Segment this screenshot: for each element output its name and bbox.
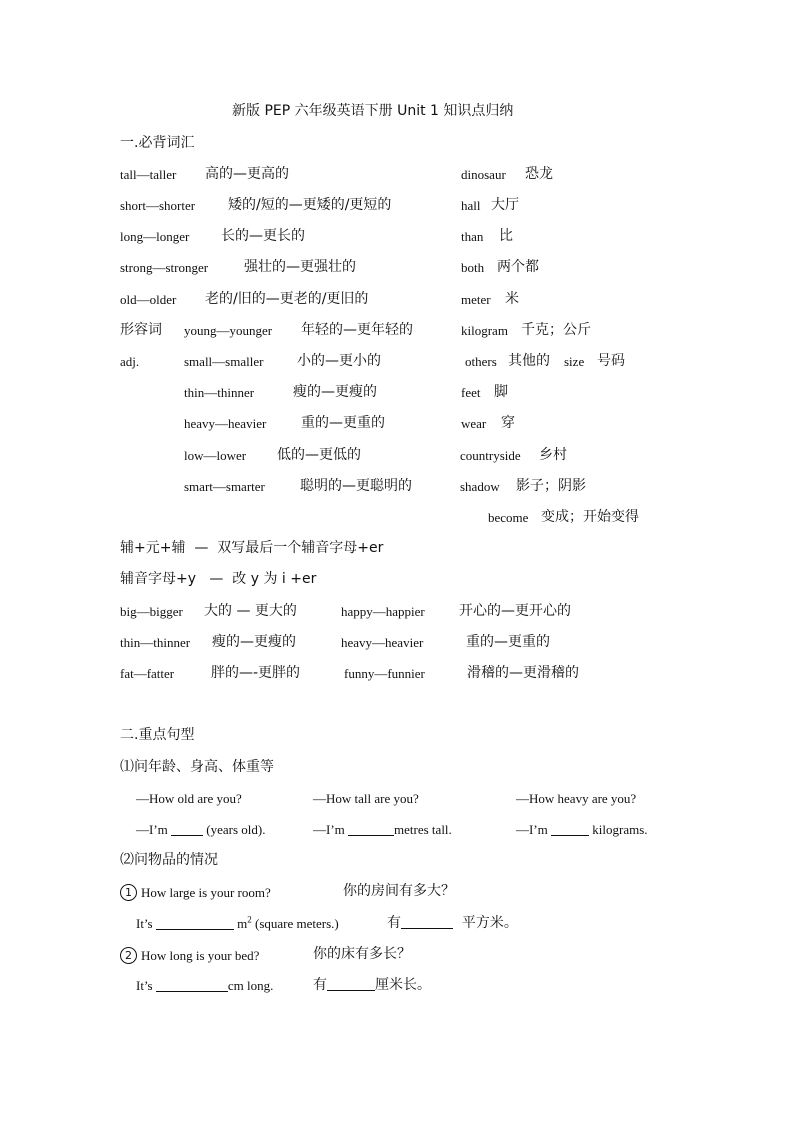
fill-blank: [327, 978, 375, 991]
vocab-zh: 高的—更高的: [205, 166, 289, 182]
vocab-zh: 其他的: [508, 353, 550, 369]
vocab-zh: 乡村: [539, 447, 567, 463]
subheading-item-info: ⑵问物品的情况: [120, 852, 218, 868]
answer-height: [313, 823, 452, 836]
vocab-zh: 穿: [501, 415, 515, 431]
answer-prefix: —I’m: [313, 822, 345, 837]
example-zh: 开心的—更开心的: [459, 603, 571, 619]
answer-room-size: [136, 914, 339, 931]
vocab-zh: 号码: [597, 353, 625, 369]
answer-age: [136, 823, 265, 836]
unit-exponent: 2: [247, 914, 252, 925]
vocab-zh: 聪明的—更聪明的: [300, 478, 412, 494]
answer-weight: [516, 823, 648, 836]
example-en: funny—funnier: [344, 666, 425, 681]
rule-y-pattern: 辅音字母+y: [120, 571, 197, 587]
vocab-en: than: [461, 229, 484, 244]
vocab-en: tall—taller: [120, 167, 177, 182]
question-weight: —How heavy are you?: [516, 791, 637, 806]
answer-prefix: It’s: [136, 978, 153, 993]
vocab-en: small—smaller: [184, 354, 264, 369]
vocab-zh: 瘦的—更瘦的: [293, 384, 377, 400]
question-age: —How old are you?: [136, 791, 242, 806]
answer-suffix-zh: 平方米。: [461, 915, 518, 931]
vocab-en: hall: [461, 198, 481, 213]
vocab-zh: 变成；开始变得: [541, 509, 639, 525]
subheading-age-height-weight: ⑴问年龄、身高、体重等: [120, 759, 274, 775]
example-zh: 大的 — 更大的: [204, 603, 297, 619]
vocab-en: countryside: [460, 448, 521, 463]
adj-label-zh: 形容词: [120, 322, 162, 338]
question-text: How long is your bed?: [141, 948, 260, 963]
fill-blank: [156, 917, 234, 930]
unit: m: [237, 916, 248, 931]
vocab-zh: 重的—更重的: [301, 415, 385, 431]
vocab-en: old—older: [120, 292, 177, 307]
vocab-en: young—younger: [184, 323, 273, 338]
answer-suffix: cm long.: [227, 978, 274, 993]
vocab-en: short—shorter: [120, 198, 196, 213]
vocab-zh: 恐龙: [525, 166, 553, 182]
answer-prefix-zh: 有: [313, 977, 327, 993]
answer-prefix: —I’m: [136, 822, 168, 837]
circled-number: 1: [120, 884, 137, 901]
answer-suffix: kilograms.: [592, 822, 648, 837]
vocab-en: feet: [461, 385, 481, 400]
vocab-zh: 年轻的—更年轻的: [301, 322, 413, 338]
section-heading-sentences: 二.重点句型: [120, 727, 195, 743]
vocab-en: meter: [461, 292, 491, 307]
vocab-en: thin—thinner: [184, 385, 255, 400]
vocab-zh: 低的—更低的: [277, 447, 361, 463]
vocab-en: long—longer: [120, 229, 190, 244]
example-zh: 滑稽的—更滑稽的: [467, 665, 579, 681]
rule-cvc-pattern: 辅+元+辅: [120, 540, 186, 556]
fill-blank: [551, 823, 589, 836]
adj-label-en: adj.: [120, 354, 140, 369]
example-en: thin—thinner: [120, 635, 191, 650]
answer-suffix: (square meters.): [255, 916, 339, 931]
question-bed-length-zh: 你的床有多长？: [313, 946, 411, 962]
vocab-en: wear: [461, 416, 487, 431]
answer-bed-length: [136, 979, 273, 992]
vocab-en: dinosaur: [461, 167, 506, 182]
rule-consonant-y: [120, 572, 316, 586]
example-en: happy—happier: [341, 604, 425, 619]
example-en: heavy—heavier: [341, 635, 424, 650]
vocab-zh: 老的/旧的—更老的/更旧的: [205, 291, 369, 307]
vocab-zh: 两个都: [497, 259, 539, 275]
vocab-zh: 长的—更长的: [221, 228, 305, 244]
page-title: 新版 PEP 六年级英语下册 Unit 1 知识点归纳: [232, 103, 514, 119]
example-en: big—bigger: [120, 604, 183, 619]
vocab-zh: 脚: [494, 384, 508, 400]
answer-room-size-zh: [387, 916, 518, 930]
vocab-en: others: [465, 354, 497, 369]
question-room-size: [120, 884, 271, 901]
example-zh: 重的—更重的: [466, 634, 550, 650]
vocab-zh: 比: [499, 228, 513, 244]
vocab-zh: 矮的/短的—更矮的/更短的: [228, 197, 392, 213]
fill-blank: [401, 916, 453, 929]
vocab-zh: 米: [505, 291, 519, 307]
rule-cvc: [120, 541, 383, 555]
rule-cvc-text: 双写最后一个辅音字母+er: [217, 540, 384, 556]
vocab-en: low—lower: [184, 448, 247, 463]
fill-blank: [171, 823, 203, 836]
circled-number: 2: [120, 947, 137, 964]
question-bed-length: [120, 947, 259, 964]
vocab-en: become: [488, 510, 529, 525]
answer-prefix: —I’m: [516, 822, 548, 837]
vocab-zh: 千克；公斤: [521, 322, 591, 338]
question-room-size-zh: 你的房间有多大？: [343, 883, 455, 899]
fill-blank: [156, 979, 228, 992]
example-zh: 瘦的—更瘦的: [212, 634, 296, 650]
vocab-en: shadow: [460, 479, 500, 494]
vocab-zh: 影子；阴影: [516, 478, 586, 494]
vocab-en: kilogram: [461, 323, 508, 338]
answer-prefix-zh: 有: [387, 915, 401, 931]
example-en: fat—fatter: [120, 666, 175, 681]
answer-bed-length-zh: [313, 978, 431, 992]
vocab-zh: 小的—更小的: [297, 353, 381, 369]
vocab-en: heavy—heavier: [184, 416, 267, 431]
answer-suffix-zh: 厘米长。: [375, 977, 431, 993]
section-heading-vocab: 一.必背词汇: [120, 135, 195, 151]
answer-prefix: It’s: [136, 916, 153, 931]
vocab-en: size: [564, 354, 585, 369]
vocab-en: smart—smarter: [184, 479, 265, 494]
rule-dash: —: [194, 540, 209, 556]
answer-suffix: metres tall.: [394, 822, 452, 837]
answer-suffix: (years old).: [206, 822, 266, 837]
question-text: How large is your room?: [141, 885, 271, 900]
rule-dash: —: [209, 571, 224, 587]
vocab-en: both: [461, 260, 485, 275]
vocab-zh: 大厅: [491, 197, 519, 213]
vocab-en: strong—stronger: [120, 260, 209, 275]
example-zh: 胖的—-更胖的: [211, 665, 301, 681]
vocab-zh: 强壮的—更强壮的: [244, 259, 356, 275]
question-height: —How tall are you?: [313, 791, 419, 806]
fill-blank: [348, 823, 394, 836]
rule-y-text: 改 y 为 i +er: [232, 571, 317, 587]
